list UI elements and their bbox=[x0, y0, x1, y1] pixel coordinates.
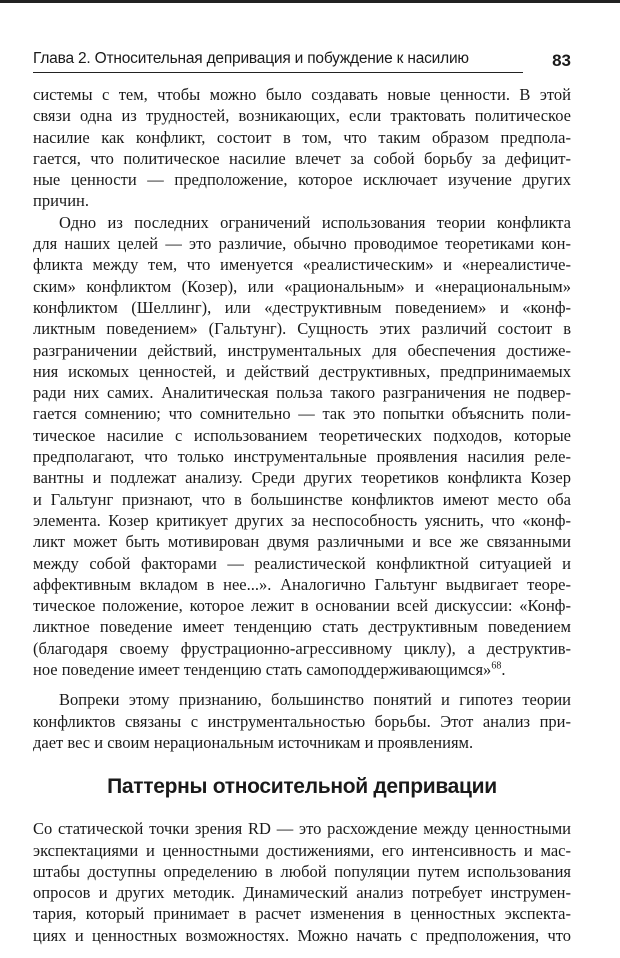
text-line: Вопреки этому признанию, большинство понятий и гипотез теории bbox=[59, 690, 571, 710]
text-line: Одно из последних ограничений использования теории конфликта bbox=[59, 212, 571, 232]
text-line: аффективным вкладом в нее...». Аналогично Гальтунг выдвигает теоре- bbox=[33, 574, 571, 594]
paragraph-2 bbox=[33, 212, 571, 681]
section-heading: Паттерны относительной депривации bbox=[107, 775, 497, 799]
text-line: причин. bbox=[33, 191, 89, 211]
text-line: предполагают, что только инструментальные проявления насилия реле- bbox=[33, 447, 571, 467]
text-line: ния искомых ценностей, и действий деструктивных, предпринимаемых bbox=[33, 361, 571, 381]
text-line: вантны и подлежат анализу. Среди других теоретиков конфликта Козер bbox=[33, 468, 571, 488]
text-line: ные ценности — предположение, которое исключает изучение других bbox=[33, 170, 571, 190]
page-number: 83 bbox=[552, 51, 571, 70]
text-line: Со статической точки зрения RD — это расхождение между ценностными bbox=[33, 819, 571, 839]
text-line: насилие как конфликт, состоит в том, что таким образом предпола- bbox=[33, 127, 571, 147]
text-line: циях и ценностных возможностях. Можно начать с предположения, что bbox=[33, 925, 571, 945]
paragraph-1 bbox=[33, 84, 571, 212]
text-line: фликта между тем, что именуется «реалистическим» и «нереалистиче- bbox=[33, 255, 571, 275]
text-line: ное поведение имеет тенденцию стать самоподдерживающимся» bbox=[33, 660, 492, 680]
text-line: дает вес и своим нерациональным источникам и проявлениям. bbox=[33, 732, 474, 752]
text-line: ликтным поведением» (Гальтунг). Сущность этих различий состоит в bbox=[33, 319, 571, 339]
text-line: экспектациями и ценностными достижениями, его интенсивность и мас- bbox=[33, 840, 571, 860]
text-line: конфликтом (Шеллинг), или «деструктивным поведением» и «конф- bbox=[33, 297, 571, 317]
text-line: тическое положение, которое лежит в основании всей дискуссии: «Конф- bbox=[33, 596, 571, 616]
text-line-with-footnote: ное поведение имеет тенденцию стать самоподдерживающимся»$^{68}$. bbox=[33, 660, 506, 680]
text-line: (благодаря своему фрустрационно-агрессивному циклу), а деструктив- bbox=[33, 638, 571, 658]
text-line: для наших целей — это различие, обычно проводимое теоретиками кон- bbox=[33, 234, 571, 254]
text-line: между собой факторами — реалистической конфликтной ситуацией и bbox=[33, 553, 571, 573]
footnote-marker[interactable]: 68 bbox=[491, 660, 502, 672]
text-line: тария, который принимает в расчет изменения в ценностных экспекта- bbox=[33, 904, 571, 924]
top-border bbox=[0, 0, 620, 3]
text-line: штабы доступны определению в любой популяции путем использования bbox=[33, 861, 571, 881]
header-rule bbox=[33, 72, 523, 73]
section-paragraph bbox=[33, 818, 571, 946]
text-line: гается сомнению; что сомнительно — так это попытки объяснить поли- bbox=[33, 404, 571, 424]
text-line: разграничении действий, инструментальных для обеспечения достиже- bbox=[33, 340, 571, 360]
text-line: ликтное поведение имеет тенденцию стать деструктивным поведением bbox=[33, 617, 571, 637]
text-line: опросов и других методик. Динамический анализ потребует инструмен- bbox=[33, 883, 571, 903]
text-line: ликт может быть мотивирован двумя различными и все же связанными bbox=[33, 532, 571, 552]
text-line: ради них самих. Аналитическая польза такого разграничения не подвер- bbox=[33, 383, 571, 403]
running-header bbox=[33, 50, 571, 76]
text-line: конфликтов связаны с инструментальностью борьбы. Этот анализ при- bbox=[33, 711, 571, 731]
text-line: системы с тем, чтобы можно было создавать новые ценности. В этой bbox=[33, 85, 571, 104]
page-body bbox=[33, 84, 571, 946]
text-line: гается, что политическое насилие влечет за собой борьбу за дефицит- bbox=[33, 148, 571, 168]
text-line: связи одна из трудностей, возникающих, если трактовать политическое bbox=[33, 106, 571, 126]
chapter-title: Глава 2. Относительная депривация и побуждение к насилию bbox=[33, 50, 469, 67]
paragraph-gap bbox=[33, 680, 571, 689]
text-line: ским» конфликтом (Козер), или «рациональным» и «нерациональным» bbox=[33, 276, 571, 296]
text-line: элемента. Козер критикует других за неспособность уяснить, что «конф- bbox=[33, 510, 571, 530]
paragraph-3 bbox=[33, 689, 571, 753]
text-line: и Гальтунг признают, что в большинстве конфликтов имеют место оба bbox=[33, 489, 571, 509]
text-line: тическое насилие с использованием теоретических подходов, которые bbox=[33, 425, 571, 445]
